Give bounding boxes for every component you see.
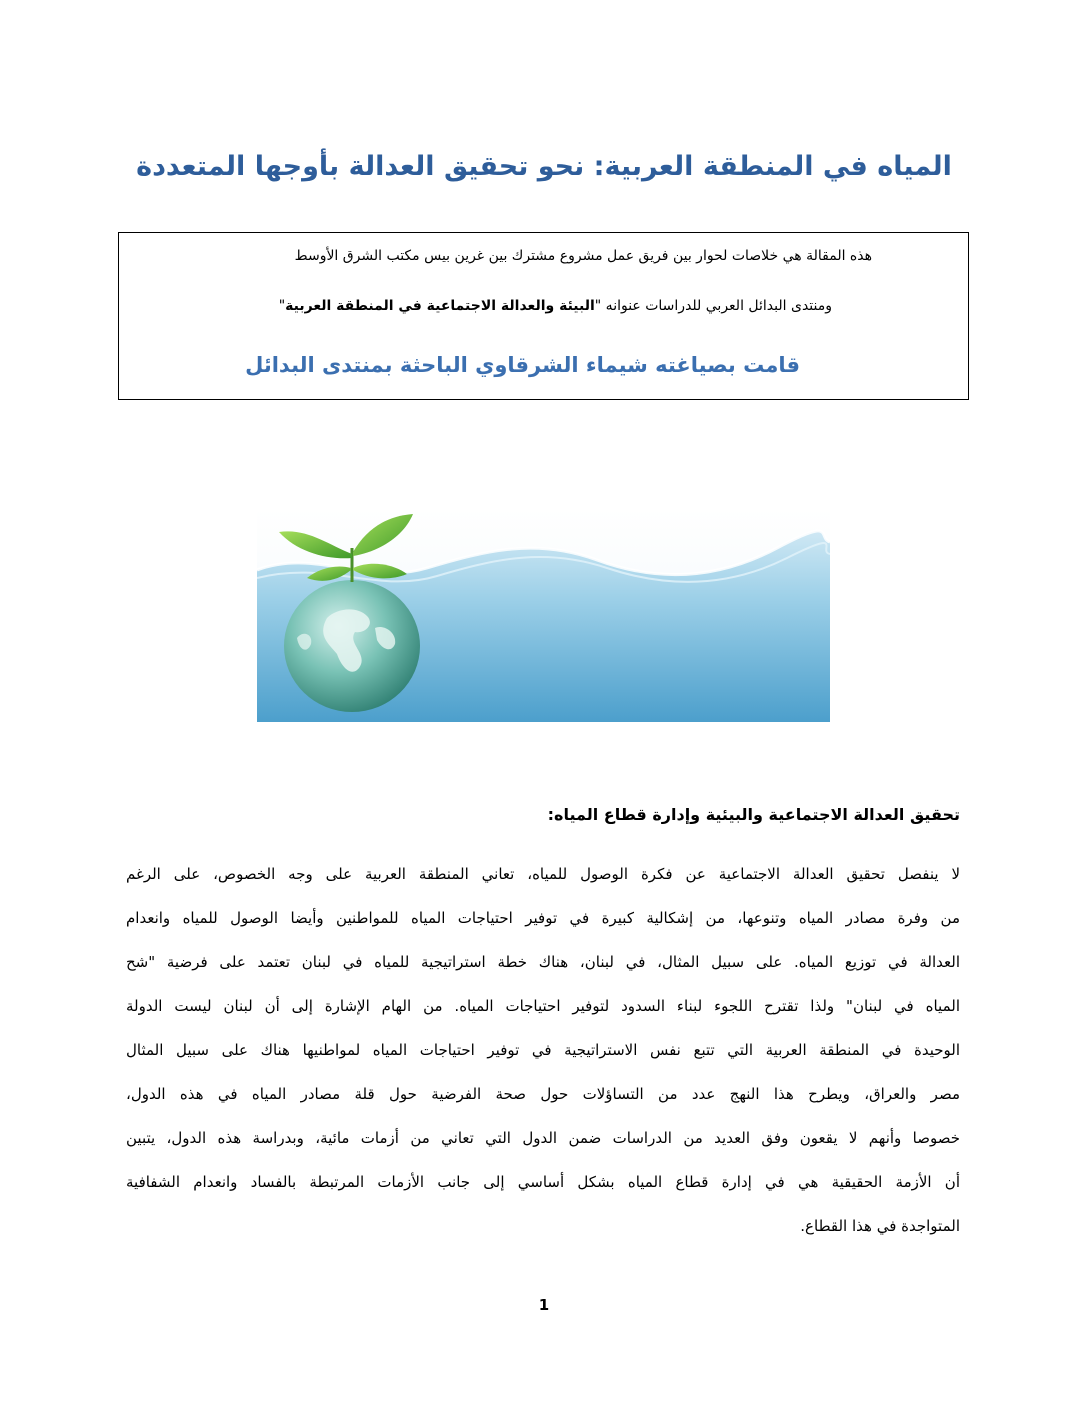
intro-line-1: هذه المقالة هي خلاصات لحوار بين فريق عمل مشروع مشترك بين غرين بيس مكتب الشرق الأوسط: [294, 248, 872, 264]
intro-line-2-suffix: ": [278, 298, 286, 314]
paragraph-line: أن الأزمة الحقيقية هي في إدارة قطاع المياه بشكل أساسي إلى جانب الأزمات المرتبطة بالفساد وانعدام الشفافية: [126, 1173, 960, 1191]
paragraph-line: لا ينفصل تحقيق العدالة الاجتماعية عن فكرة الوصول للمياه، تعاني المنطقة العربية على وجه الخصوص، على الرغم: [126, 865, 960, 883]
hero-image: [257, 508, 830, 722]
intro-line-2: [279, 293, 832, 319]
author-byline: قامت بصياغته شيماء الشرقاوي الباحثة بمنتدى البدائل: [245, 353, 800, 377]
paragraph-line: العدالة في توزيع المياه. على سبيل المثال، في لبنان، هناك خطة استراتيجية للمياه في لبنان تعتمد على فرضية "شح: [126, 953, 960, 971]
paragraph-line: المياه في لبنان" ولذا تقترح اللجوء لبناء السدود لتوفير احتياجات المياه. من الهام الإشارة إلى أن لبنان ليست الدولة: [126, 997, 960, 1015]
paragraph-line: الوحيدة في المنطقة العربية التي تتبع نفس الاستراتيجية في توفير احتياجات المياه لمواطنيها هناك على سبيل المثال: [126, 1041, 960, 1059]
intro-line-2-prefix: ومنتدى البدائل العربي للدراسات عنوانه ": [594, 298, 832, 314]
intro-project-title: البيئة والعدالة الاجتماعية في المنطقة العربية: [285, 298, 595, 314]
intro-box: [118, 232, 969, 400]
page-number: 1: [538, 1296, 550, 1314]
paragraph-line: خصوصا وأنهم لا يقعون وفق العديد من الدراسات ضمن الدول التي تعاني من أزمات مائية، وبدراسة هذه الدول، يتبين: [126, 1129, 960, 1147]
paragraph-line: من وفرة مصادر المياه وتنوعها، من إشكالية كبيرة في توفير احتياجات المياه للمواطنين وأيضا الوصول للمياه وانعدام: [126, 909, 960, 927]
paragraph-line: المتواجدة في هذا القطاع.: [800, 1217, 960, 1235]
body-paragraph: [126, 856, 960, 1252]
globe-with-plant-and-water-icon: [257, 508, 830, 722]
page-title: المياه في المنطقة العربية: نحو تحقيق العدالة بأوجها المتعددة: [136, 151, 952, 182]
section-heading: تحقيق العدالة الاجتماعية والبيئية وإدارة قطاع المياه:: [547, 805, 960, 824]
paragraph-line: مصر والعراق، ويطرح هذا النهج عدد من التساؤلات حول صحة الفرضية حول قلة مصادر المياه في هذه الدول،: [126, 1085, 960, 1103]
